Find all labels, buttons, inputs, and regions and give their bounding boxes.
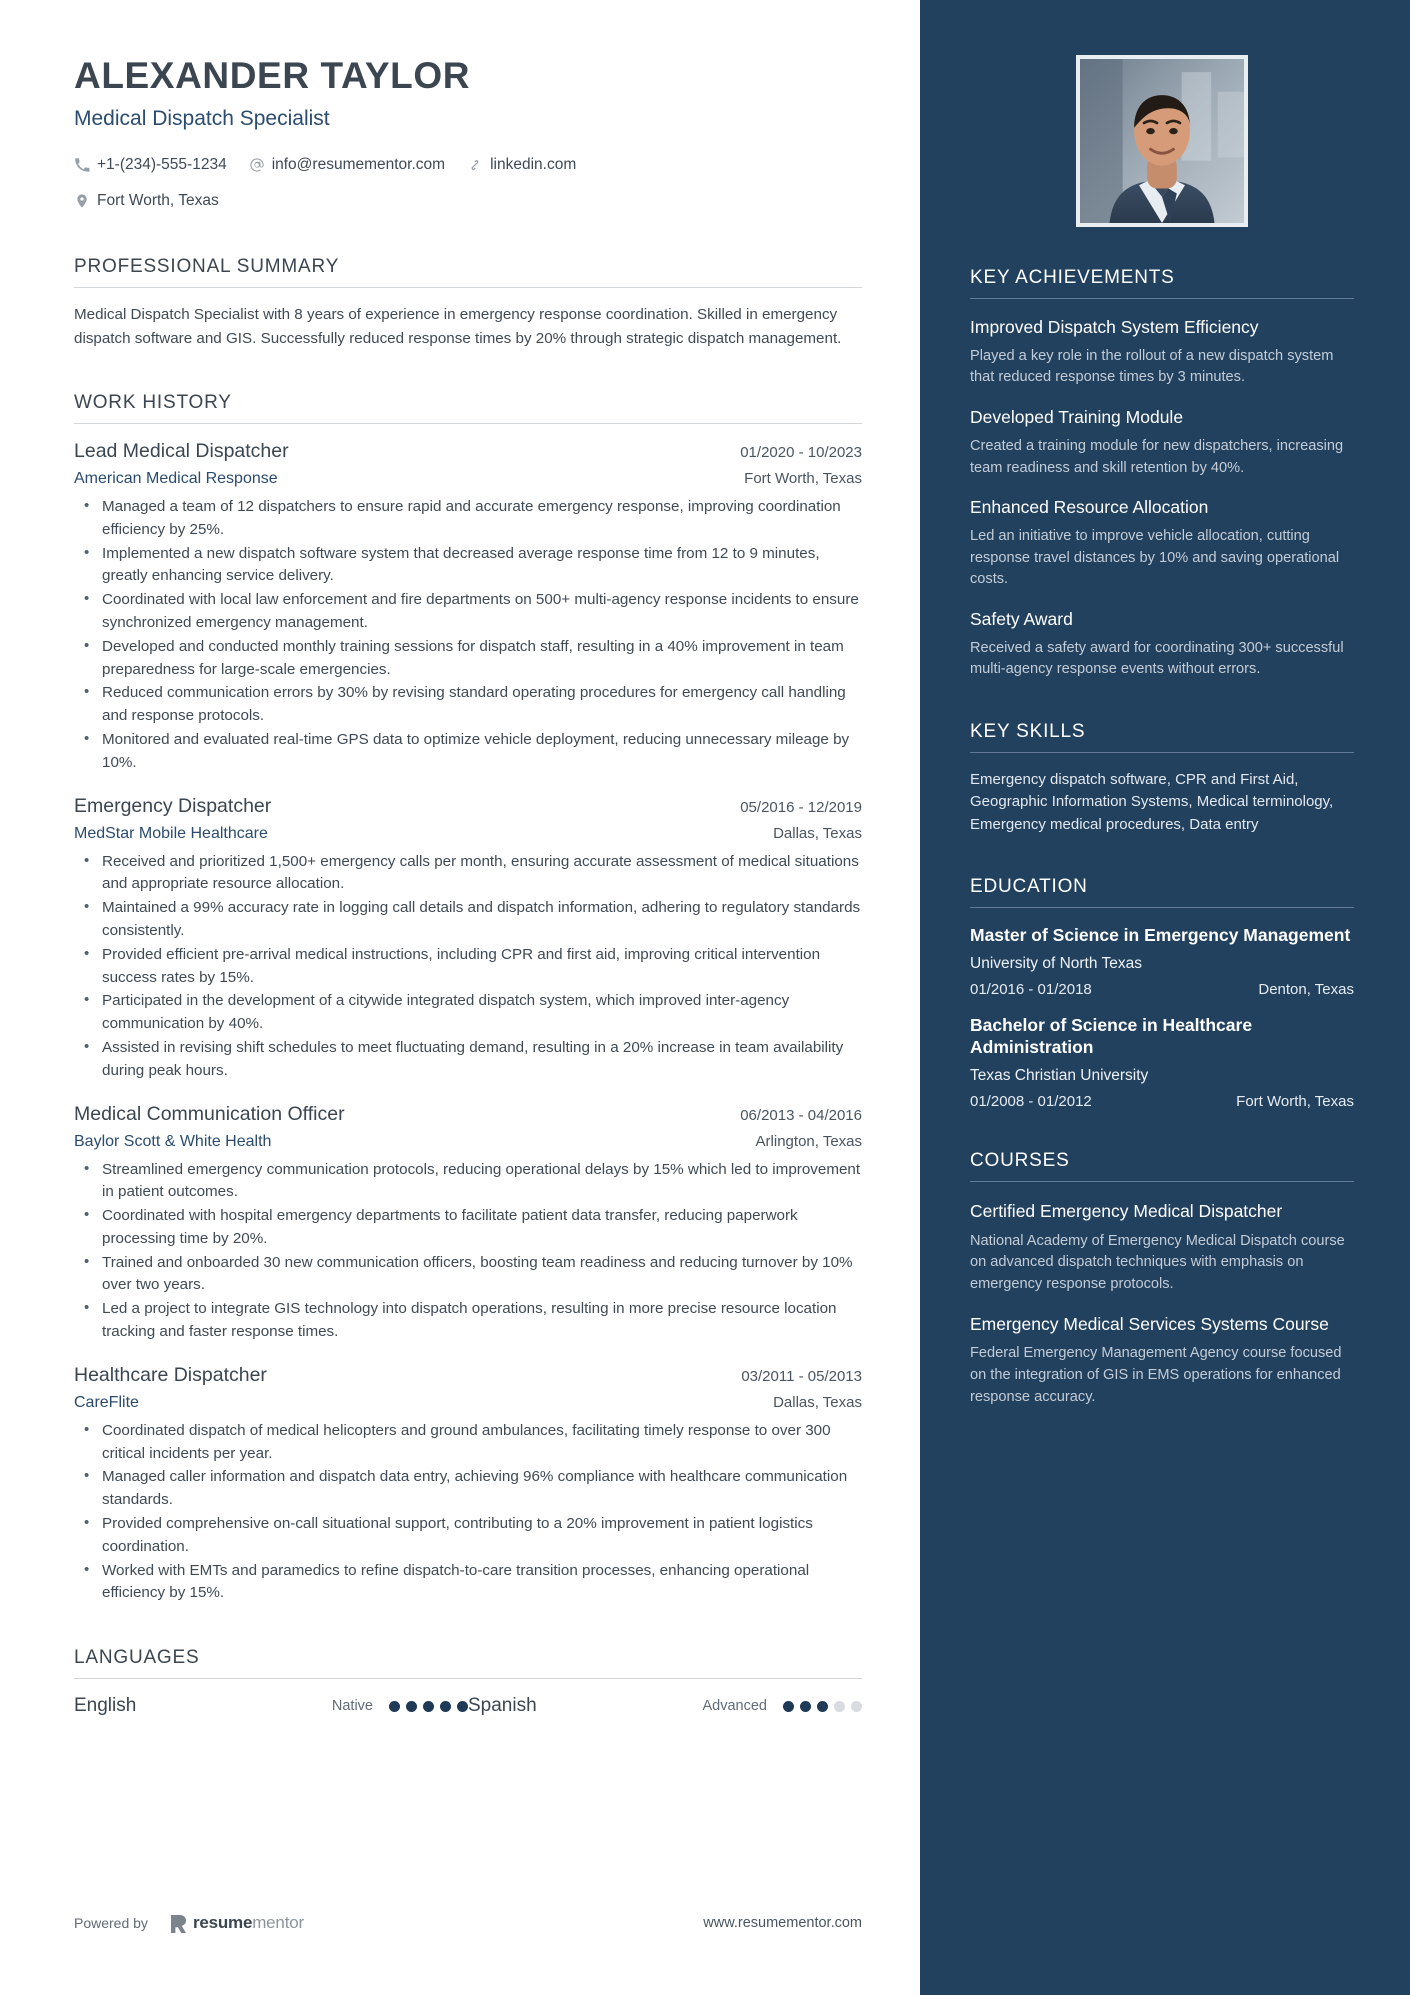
job-bullet: • Coordinated dispatch of medical helicopters and ground ambulances, facilitating timely response to over 300 critical incidents per year. [74,1420,862,1466]
achievement-description: Received a safety award for coordinating 300+ successful multi-agency response events without errors. [970,639,1344,678]
divider [970,1181,1354,1182]
job-bullet: • Streamlined emergency communication protocols, reducing operational delays by 15% which led to improvement in patient outcomes. [74,1159,862,1205]
contact-location [74,187,219,215]
job-location: Arlington, Texas [755,1132,862,1150]
achievement-title: Enhanced Resource Allocation [970,497,1209,518]
map-pin-icon [74,193,90,209]
achievement-title: Developed Training Module [970,407,1184,428]
divider [970,907,1354,908]
job-entry [74,440,862,775]
achievement-title: Improved Dispatch System Efficiency [970,317,1259,337]
footer [74,1913,862,1933]
language-name: Spanish [468,1695,537,1717]
language-rating [389,1701,468,1712]
rating-dot [440,1701,451,1712]
job-date: 03/2011 - 05/2013 [741,1367,862,1385]
sidebar [920,0,1410,1995]
achievement-item [970,609,1354,681]
rating-dot [800,1701,811,1712]
job-date: 05/2016 - 12/2019 [740,798,862,816]
contact-linkedin-text: linkedin.com [490,155,577,173]
job-bullet: • Coordinated with hospital emergency departments to facilitate patient data transfer, reducing paperwork processing time by 20%. [74,1205,862,1251]
course-title: Certified Emergency Medical Dispatcher [970,1201,1283,1222]
education-location: Fort Worth, Texas [1236,1093,1354,1111]
divider [74,287,862,288]
section-heading-languages: LANGUAGES [74,1647,200,1669]
job-entry [74,795,862,1083]
rating-dot [423,1701,434,1712]
rating-dot [834,1701,845,1712]
course-description: Federal Emergency Management Agency course focused on the integration of GIS in EMS operations for enhanced response accuracy. [970,1345,1342,1405]
job-bullet: • Participated in the development of a citywide integrated dispatch system, which improved inter-agency communication by 40%. [74,990,862,1036]
language-rating [783,1701,862,1712]
achievement-item [970,317,1354,389]
contact-list [74,151,774,215]
course-item [970,1200,1354,1295]
job-company: American Medical Response [74,469,278,487]
job-company: Baylor Scott & White Health [74,1132,272,1150]
course-item [970,1313,1354,1408]
job-bullet-list [74,851,862,1083]
job-bullet-list [74,1420,862,1605]
job-entry [74,1364,862,1605]
education-school: Texas Christian University [970,1067,1149,1085]
job-company: MedStar Mobile Healthcare [74,824,268,842]
job-bullet: • Maintained a 99% accuracy rate in logging call details and dispatch information, adhering to regulatory standards consistently. [74,897,862,943]
divider [74,1678,862,1679]
section-languages [74,1647,862,1717]
job-bullet-list [74,1159,862,1344]
section-professional-summary [74,256,862,350]
at-sign-icon [249,157,265,173]
job-bullet: • Monitored and evaluated real-time GPS data to optimize vehicle deployment, reducing unnecessary mileage by 10%. [74,729,862,775]
rating-dot [851,1701,862,1712]
skills-text: Emergency dispatch software, CPR and First Aid, Geographic Information Systems, Medical terminology, Emergency medical procedures, Data entry [970,770,1334,833]
course-title: Emergency Medical Services Systems Course [970,1314,1329,1335]
job-position: Lead Medical Dispatcher [74,439,289,462]
brand-mark-icon [170,1914,187,1933]
language-level: Advanced [702,1698,767,1715]
section-heading-summary: PROFESSIONAL SUMMARY [74,256,340,278]
avatar [1076,55,1248,227]
powered-by-label: Powered by [74,1915,148,1931]
section-education [970,876,1354,1110]
education-item [970,924,1354,998]
course-list [970,1200,1354,1408]
job-location: Dallas, Texas [773,1393,862,1411]
education-list [970,924,1354,1110]
job-bullet: • Managed caller information and dispatch data entry, achieving 96% compliance with healthcare communication standards. [74,1466,862,1512]
section-key-achievements [970,267,1354,681]
contact-phone[interactable] [74,151,227,179]
divider [970,298,1354,299]
page-title: ALEXANDER TAYLOR [74,55,471,96]
job-bullet: • Developed and conducted monthly training sessions for dispatch staff, resulting in a 40% improvement in team preparedness for large-scale emergencies. [74,636,862,682]
course-description: National Academy of Emergency Medical Dispatch course on advanced dispatch techniques with emphasis on emergency response protocols. [970,1232,1345,1292]
section-heading-work: WORK HISTORY [74,391,232,413]
profile-headline: Medical Dispatch Specialist [74,106,330,130]
job-bullet: • Worked with EMTs and paramedics to refine dispatch-to-care transition processes, enhancing operational efficiency by 15%. [74,1560,862,1606]
job-bullet: • Managed a team of 12 dispatchers to ensure rapid and accurate emergency response, improving coordination efficiency by 25%. [74,496,862,542]
education-item [970,1014,1354,1110]
job-position: Healthcare Dispatcher [74,1363,267,1386]
job-bullet: • Led a project to integrate GIS technology into dispatch operations, resulting in more precise resource location tracking and faster response times. [74,1298,862,1344]
contact-linkedin[interactable] [467,151,576,179]
education-date: 01/2016 - 01/2018 [970,981,1092,999]
job-header [74,440,862,463]
job-bullet: • Provided comprehensive on-call situational support, contributing to a 20% improvement in patient logistics coordination. [74,1513,862,1559]
job-subheader [74,1394,862,1412]
language-name: English [74,1695,137,1717]
job-header [74,1364,862,1387]
job-subheader [74,825,862,843]
language-item [468,1695,862,1717]
divider [970,752,1354,753]
education-degree: Master of Science in Emergency Management [970,925,1351,946]
job-list [74,440,862,1605]
section-key-skills [970,721,1354,837]
brand-wordmark [193,1913,304,1933]
job-entry [74,1103,862,1344]
achievement-description: Led an initiative to improve vehicle allocation, cutting response travel distances by 10% and saving operational costs. [970,528,1340,588]
contact-location-text: Fort Worth, Texas [97,191,219,209]
brand-bold: resume [192,1913,253,1932]
language-level: Native [331,1698,373,1715]
section-work-history [74,392,862,1605]
job-location: Fort Worth, Texas [744,469,862,487]
resumementor-logo [170,1913,304,1933]
job-bullet: • Implemented a new dispatch software system that decreased average response time from 12 to 9 minutes, greatly enhancing service delivery. [74,543,862,589]
sidebar-inner [970,0,1354,1408]
achievement-description: Played a key role in the rollout of a new dispatch system that reduced response times by 3 minutes. [970,347,1334,386]
education-meta [970,981,1354,998]
brand-light: mentor [252,1913,304,1932]
section-heading-courses: COURSES [970,1150,1070,1172]
education-meta [970,1093,1354,1110]
phone-icon [74,157,90,173]
job-date: 01/2020 - 10/2023 [740,443,862,461]
section-heading-skills: KEY SKILLS [970,720,1086,742]
section-heading-achievements: KEY ACHIEVEMENTS [970,267,1175,288]
achievement-item [970,407,1354,479]
language-item [74,1695,468,1717]
job-bullet: • Coordinated with local law enforcement and fire departments on 500+ multi-agency response incidents to ensure synchronized emergency management. [74,589,862,635]
job-header [74,1103,862,1126]
contact-email-text: info@resumementor.com [271,155,446,173]
education-date: 01/2008 - 01/2012 [970,1093,1092,1111]
rating-dot [783,1701,794,1712]
job-position: Emergency Dispatcher [74,794,272,817]
summary-text: Medical Dispatch Specialist with 8 years of experience in emergency response coordination. Skilled in emergency dispatch software and GIS. Successfully reduced response times by 20% through strategic dispatch management. [74,306,842,347]
footer-website: www.resumementor.com [703,1915,862,1931]
contact-phone-text: +1-(234)-555-1234 [97,155,227,173]
section-courses [970,1150,1354,1408]
job-subheader [74,1133,862,1151]
achievement-list [970,317,1354,681]
rating-dot [389,1701,400,1712]
section-heading-education: EDUCATION [970,876,1088,898]
job-location: Dallas, Texas [773,824,862,842]
portrait-photo [1080,59,1244,223]
job-bullet: • Trained and onboarded 30 new communication officers, boosting team readiness and reducing turnover by 10% over two years. [74,1252,862,1298]
job-date: 06/2013 - 04/2016 [740,1106,862,1124]
rating-dot [406,1701,417,1712]
job-company: CareFlite [74,1393,139,1411]
language-list [74,1695,862,1717]
achievement-title: Safety Award [970,608,1073,629]
achievement-item [970,497,1354,591]
job-position: Medical Communication Officer [74,1102,345,1125]
rating-dot [817,1701,828,1712]
education-school: University of North Texas [970,955,1142,973]
contact-email[interactable] [249,151,445,179]
divider [74,423,862,424]
achievement-description: Created a training module for new dispatchers, increasing team readiness and skill retention by 40%. [970,437,1344,476]
job-subheader [74,470,862,488]
avatar-wrapper [970,55,1354,227]
rating-dot [457,1701,468,1712]
education-degree: Bachelor of Science in Healthcare Administration [970,1015,1253,1058]
job-bullet: • Provided efficient pre-arrival medical instructions, including CPR and first aid, improving critical intervention success rates by 15%. [74,944,862,990]
job-bullet: • Reduced communication errors by 30% by revising standard operating procedures for emergency call handling and response protocols. [74,682,862,728]
link-icon [467,157,483,173]
job-bullet: • Assisted in revising shift schedules to meet fluctuating demand, resulting in a 20% increase in team availability during peak hours. [74,1037,862,1083]
job-bullet: • Received and prioritized 1,500+ emergency calls per month, ensuring accurate assessment of medical situations and appropriate resource allocation. [74,851,862,897]
job-bullet-list [74,496,862,775]
education-location: Denton, Texas [1258,981,1354,999]
job-header [74,795,862,818]
